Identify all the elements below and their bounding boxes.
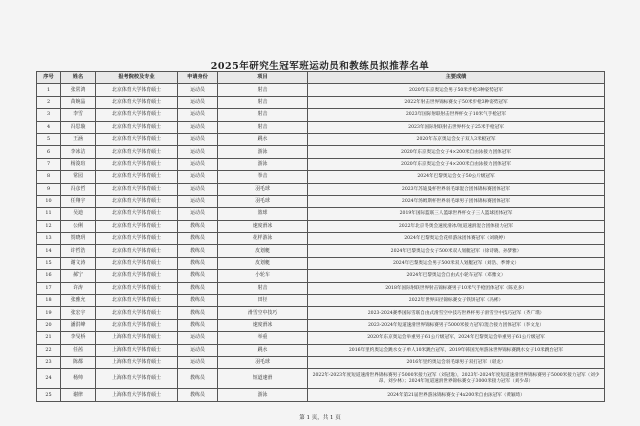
table-row — [37, 319, 605, 331]
cell-name: 许涛 — [61, 282, 96, 294]
cell-achievement: 2020年东京奥运会举重男子61公斤级冠军，2024年巴黎奥运会举重男子61公斤级冠军 — [308, 332, 605, 344]
cell-achievement: 2020年东京奥运会女子双人3米板冠军 — [308, 133, 605, 145]
header-index: 序号 — [37, 72, 61, 84]
cell-role: 教练员 — [178, 257, 218, 269]
table-row — [37, 344, 605, 356]
header-achievements: 主要成绩 — [308, 72, 605, 84]
cell-achievement: 2022年射击世界锦标赛女子50米步枪3种姿势冠军 — [308, 96, 605, 108]
cell-school-major: 上海体育大学体育硕士 — [96, 389, 178, 401]
table-row — [37, 84, 605, 96]
cell-achievement: 2022年世界田径锦标赛女子铁饼冠军（冯彬） — [308, 295, 605, 307]
cell-event: 篮球 — [218, 208, 308, 220]
cell-index: 1 — [37, 84, 61, 96]
header-role: 申请身份 — [178, 72, 218, 84]
cell-role: 运动员 — [178, 158, 218, 170]
table-row — [37, 369, 605, 389]
cell-name: 李冰洁 — [61, 146, 96, 158]
recommendation-table — [36, 71, 605, 402]
cell-index: 16 — [37, 270, 61, 282]
cell-achievement: 2018年国际射联世界射击锦标赛男子10米气手枪团体冠军（陈克多） — [308, 282, 605, 294]
table-row — [37, 158, 605, 170]
table-row — [37, 220, 605, 232]
cell-role: 教练员 — [178, 282, 218, 294]
cell-school-major: 北京体育大学体育硕士 — [96, 319, 178, 331]
cell-event: 速度滑冰 — [218, 220, 308, 232]
cell-role: 运动员 — [178, 121, 218, 133]
cell-role: 运动员 — [178, 109, 218, 121]
header-school-major: 报考院校及专业 — [96, 72, 178, 84]
cell-event: 射击 — [218, 84, 308, 96]
cell-role: 运动员 — [178, 332, 218, 344]
cell-school-major: 北京体育大学体育硕士 — [96, 245, 178, 257]
cell-name: 苗婉晶 — [61, 96, 96, 108]
cell-school-major: 上海体育大学体育硕士 — [96, 356, 178, 368]
cell-role: 教练员 — [178, 319, 218, 331]
cell-event: 速度滑冰 — [218, 319, 308, 331]
cell-name: 冯思璇 — [61, 121, 96, 133]
cell-index: 3 — [37, 109, 61, 121]
cell-school-major: 北京体育大学体育硕士 — [96, 307, 178, 319]
cell-event: 射击 — [218, 96, 308, 108]
cell-role: 运动员 — [178, 133, 218, 145]
cell-event: 田径 — [218, 295, 308, 307]
cell-role: 教练员 — [178, 369, 218, 389]
table-row — [37, 282, 605, 294]
cell-school-major: 北京体育大学体育硕士 — [96, 121, 178, 133]
cell-school-major: 北京体育大学体育硕士 — [96, 133, 178, 145]
cell-event: 游泳 — [218, 158, 308, 170]
table-row — [37, 389, 605, 401]
cell-achievement: 2024年巴黎奥运会女子500米双人划艇冠军（徐诗晓、孙梦雅） — [308, 245, 605, 257]
table-row — [37, 146, 605, 158]
cell-role: 运动员 — [178, 96, 218, 108]
cell-name: 谢律 — [61, 389, 96, 401]
table-row — [37, 332, 605, 344]
cell-event: 羽毛球 — [218, 183, 308, 195]
cell-school-major: 北京体育大学体育硕士 — [96, 183, 178, 195]
table-row — [37, 121, 605, 133]
cell-role: 教练员 — [178, 307, 218, 319]
cell-role: 教练员 — [178, 270, 218, 282]
cell-school-major: 北京体育大学体育硕士 — [96, 208, 178, 220]
cell-achievement: 2024年巴黎奥运会自由式小轮车冠军（邓雅文） — [308, 270, 605, 282]
cell-role: 运动员 — [178, 171, 218, 183]
cell-index: 14 — [37, 245, 61, 257]
cell-achievement: 2023年国际射联射击世界杯女子10米气手枪冠军 — [308, 109, 605, 121]
cell-index: 19 — [37, 307, 61, 319]
cell-role: 教练员 — [178, 245, 218, 257]
cell-role: 运动员 — [178, 208, 218, 220]
cell-achievement: 2023-2024赛季国际雪联自由式滑雪空中技巧世界杯男子滑雪空中技巧冠军（齐广璞） — [308, 307, 605, 319]
cell-event: 射击 — [218, 282, 308, 294]
cell-name: 任翔宇 — [61, 195, 96, 207]
cell-index: 2 — [37, 96, 61, 108]
table-row — [37, 195, 605, 207]
cell-event: 游泳 — [218, 389, 308, 401]
cell-index: 4 — [37, 121, 61, 133]
cell-achievement: 2023年国际射联射击世界杯女子25米手枪冠军 — [308, 121, 605, 133]
cell-event: 游泳 — [218, 146, 308, 158]
cell-role: 教练员 — [178, 389, 218, 401]
cell-achievement: 2020年东京奥运会男子50米步枪3种姿势冠军 — [308, 84, 605, 96]
table-header-row — [37, 72, 605, 84]
cell-name: 杨帅 — [61, 369, 96, 389]
cell-school-major: 北京体育大学体育硕士 — [96, 282, 178, 294]
cell-event: 小轮车 — [218, 270, 308, 282]
cell-event: 皮划艇 — [218, 257, 308, 269]
cell-name: 郝宁 — [61, 270, 96, 282]
cell-school-major: 上海体育大学体育硕士 — [96, 332, 178, 344]
cell-event: 花样游泳 — [218, 233, 308, 245]
table-row — [37, 133, 605, 145]
cell-index: 11 — [37, 208, 61, 220]
cell-event: 羽毛球 — [218, 195, 308, 207]
cell-role: 运动员 — [178, 146, 218, 158]
cell-role: 运动员 — [178, 356, 218, 368]
header-event: 项目 — [218, 72, 308, 84]
cell-school-major: 北京体育大学体育硕士 — [96, 146, 178, 158]
cell-name: 潘洪峰 — [61, 319, 96, 331]
cell-event: 拳击 — [218, 171, 308, 183]
page-footer: 第 1 页，共 1 页 — [299, 415, 341, 421]
cell-school-major: 北京体育大学体育硕士 — [96, 220, 178, 232]
cell-name: 张常鸿 — [61, 84, 96, 96]
cell-role: 教练员 — [178, 220, 218, 232]
cell-index: 18 — [37, 295, 61, 307]
cell-name: 冯彦哲 — [61, 183, 96, 195]
cell-school-major: 北京体育大学体育硕士 — [96, 96, 178, 108]
cell-school-major: 北京体育大学体育硕士 — [96, 84, 178, 96]
header-name: 姓名 — [61, 72, 96, 84]
cell-event: 羽毛球 — [218, 356, 308, 368]
cell-index: 12 — [37, 220, 61, 232]
cell-school-major: 北京体育大学体育硕士 — [96, 171, 178, 183]
cell-index: 5 — [37, 133, 61, 145]
cell-achievement: 2022年-2023年度短道速滑世界锦标赛男子5000米接力冠军（刘冠逸），2023年-2024年度短道速滑世界锦标赛男子5000米接力冠军（刘少昂、刘少林）；2024年短道速滑世界锦标赛女子3000米接力冠军（刘少昂） — [308, 369, 605, 389]
cell-index: 22 — [37, 344, 61, 356]
cell-name: 张雅允 — [61, 295, 96, 307]
table-row — [37, 245, 605, 257]
table-row — [37, 307, 605, 319]
table-row — [37, 356, 605, 368]
cell-role: 运动员 — [178, 344, 218, 356]
cell-event: 跳水 — [218, 133, 308, 145]
cell-achievement: 2022年北京冬奥会速度滑冰/短道速滑混合团体接力冠军 — [308, 220, 605, 232]
cell-achievement: 2024年第21届世界游泳锦标赛女子4x200米自由泳冠军（黄颖琦） — [308, 389, 605, 401]
cell-role: 教练员 — [178, 295, 218, 307]
cell-achievement: 2024年巴黎奥运会女子50公斤级冠军 — [308, 171, 605, 183]
cell-index: 8 — [37, 171, 61, 183]
cell-index: 20 — [37, 319, 61, 331]
cell-school-major: 北京体育大学体育硕士 — [96, 295, 178, 307]
cell-role: 运动员 — [178, 183, 218, 195]
cell-role: 运动员 — [178, 195, 218, 207]
cell-index: 6 — [37, 146, 61, 158]
cell-achievement: 2023年苏迪曼杯世界羽毛球混合团体锦标赛团体冠军 — [308, 183, 605, 195]
cell-name: 陈都 — [61, 356, 96, 368]
cell-achievement: 2020年东京奥运会女子4×200米自由泳接力团体冠军 — [308, 146, 605, 158]
cell-name: 谢文涛 — [61, 257, 96, 269]
table-row — [37, 257, 605, 269]
cell-name: 王涵 — [61, 133, 96, 145]
cell-index: 15 — [37, 257, 61, 269]
table-row — [37, 270, 605, 282]
cell-achievement: 2024年汤姆斯杯世界羽毛球男子团体锦标赛团体冠军 — [308, 195, 605, 207]
cell-school-major: 上海体育大学体育硕士 — [96, 344, 178, 356]
cell-index: 24 — [37, 369, 61, 389]
page-title: 2025年研究生冠军班运动员和教练员拟推荐名单 — [210, 61, 430, 72]
cell-achievement: 2020年东京奥运会女子4×200米自由泳接力团体冠军 — [308, 158, 605, 170]
cell-school-major: 北京体育大学体育硕士 — [96, 270, 178, 282]
table-row — [37, 208, 605, 220]
cell-index: 25 — [37, 389, 61, 401]
cell-name: 李雪 — [61, 109, 96, 121]
cell-index: 10 — [37, 195, 61, 207]
cell-achievement: 2016年里约奥运会跳水女子单人10米跳台冠军，2019年韩国光州游泳世界锦标赛跳水女子10米跳台冠军 — [308, 344, 605, 356]
cell-achievement: 2023-2024年短道速滑世界锦标赛男子5000米接力冠军/混合接力团体冠军（李文龙） — [308, 319, 605, 331]
table-row — [37, 233, 605, 245]
cell-name: 许哲浩 — [61, 245, 96, 257]
cell-name: 张宏宇 — [61, 307, 96, 319]
cell-index: 7 — [37, 158, 61, 170]
cell-school-major: 北京体育大学体育硕士 — [96, 195, 178, 207]
table-body — [37, 84, 605, 401]
cell-achievement: 2016年里约奥运会羽毛球男子双打冠军（谌龙） — [308, 356, 605, 368]
cell-event: 滑雪空中技巧 — [218, 307, 308, 319]
cell-event: 射击 — [218, 121, 308, 133]
cell-school-major: 北京体育大学体育硕士 — [96, 158, 178, 170]
cell-event: 跳水 — [218, 344, 308, 356]
cell-name: 公俐 — [61, 220, 96, 232]
cell-achievement: 2024年巴黎奥运会花样游泳团体赛冠军（刘晓婷） — [308, 233, 605, 245]
cell-achievement: 2024年巴黎奥运会男子500米双人划艇冠军（刘浩、季博文） — [308, 257, 605, 269]
cell-role: 教练员 — [178, 233, 218, 245]
cell-index: 9 — [37, 183, 61, 195]
cell-index: 17 — [37, 282, 61, 294]
cell-name: 杨浚瑄 — [61, 158, 96, 170]
table-row — [37, 109, 605, 121]
table-row — [37, 171, 605, 183]
cell-school-major: 北京体育大学体育硕士 — [96, 109, 178, 121]
cell-school-major: 北京体育大学体育硕士 — [96, 257, 178, 269]
cell-school-major: 上海体育大学体育硕士 — [96, 369, 178, 389]
cell-index: 13 — [37, 233, 61, 245]
cell-name: 贺晓玥 — [61, 233, 96, 245]
cell-name: 李旻桥 — [61, 332, 96, 344]
cell-index: 21 — [37, 332, 61, 344]
cell-event: 射击 — [218, 109, 308, 121]
cell-role: 运动员 — [178, 84, 218, 96]
table-row — [37, 183, 605, 195]
cell-school-major: 北京体育大学体育硕士 — [96, 233, 178, 245]
cell-event: 举重 — [218, 332, 308, 344]
cell-name: 常园 — [61, 171, 96, 183]
cell-event: 短道速滑 — [218, 369, 308, 389]
table-row — [37, 295, 605, 307]
cell-achievement: 2019年国际篮联三人篮球世界杯女子三人篮球团体冠军 — [308, 208, 605, 220]
table-row — [37, 96, 605, 108]
cell-name: 吴迪 — [61, 208, 96, 220]
cell-name: 任茜 — [61, 344, 96, 356]
cell-event: 皮划艇 — [218, 245, 308, 257]
cell-index: 23 — [37, 356, 61, 368]
